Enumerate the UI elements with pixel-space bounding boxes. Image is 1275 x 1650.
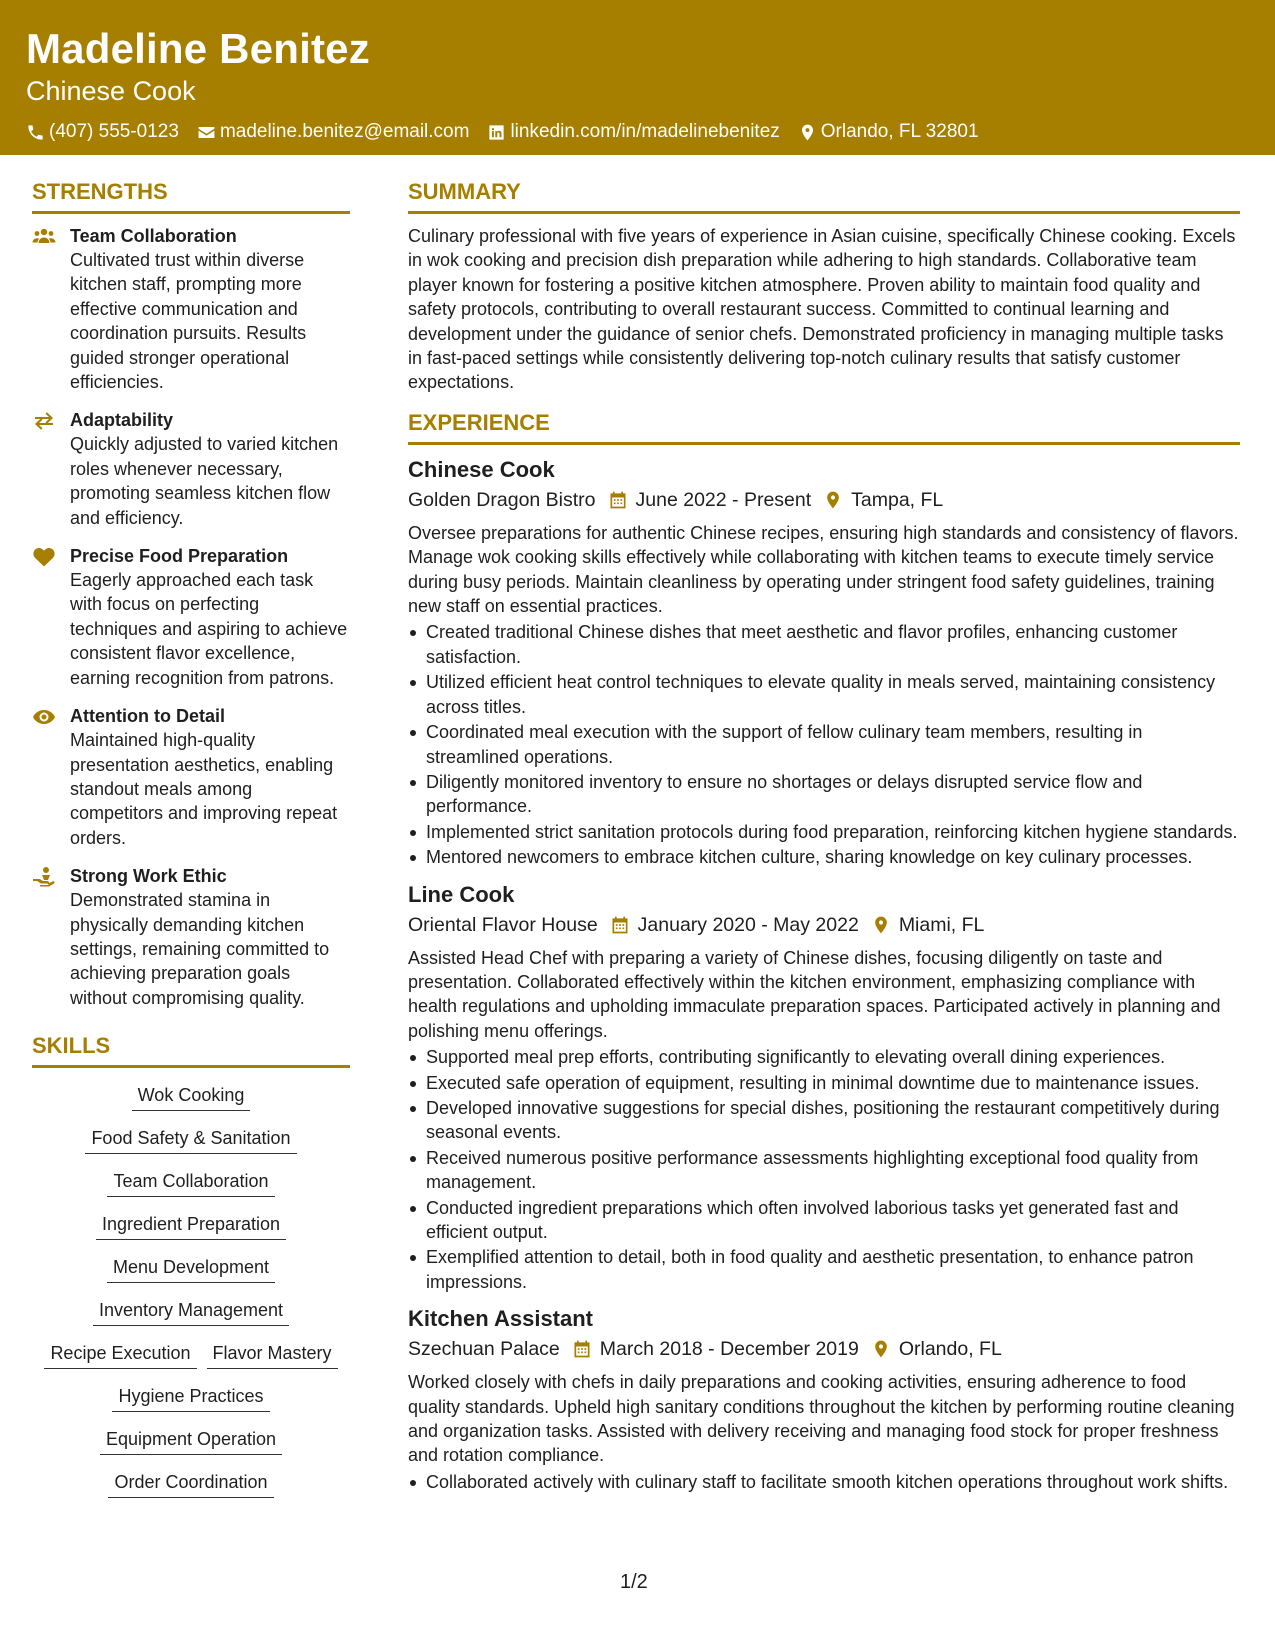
- job-bullets: [408, 620, 1240, 869]
- skill-tag: Equipment Operation: [100, 1426, 282, 1455]
- list-item: Supported meal prep efforts, contributing significantly to elevating overall dining experiences.: [408, 1045, 1240, 1069]
- map-pin-icon: [871, 915, 891, 935]
- job-title: Line Cook: [408, 881, 515, 907]
- list-item: Conducted ingredient preparations which often involved laborious tasks yet generated fast and efficient output.: [408, 1196, 1240, 1245]
- job-description: Worked closely with chefs in daily preparations and cooking activities, ensuring adherence to food quality standards. Upheld high sanitary conditions throughout the kitchen by performing routine cleaning and organization tasks. Assisted with delivery receiving and managing food stock for proper freshness and rotation compliance.: [408, 1372, 1235, 1466]
- strength-desc: Eagerly approached each task with focus on perfecting techniques and aspiring to achieve consistent flavor excellence, earning recognition from patrons.: [70, 570, 348, 688]
- job-bullets: [408, 1045, 1240, 1294]
- strength-title: Adaptability: [70, 410, 174, 431]
- list-item: Coordinated meal execution with the support of fellow culinary team members, resulting in streamlined operations.: [408, 720, 1240, 769]
- calendar-icon: [610, 915, 630, 935]
- list-item: Collaborated actively with culinary staff to facilitate smooth kitchen operations throughout work shifts.: [408, 1470, 1240, 1494]
- email-text[interactable]: madeline.benitez@email.com: [219, 121, 470, 142]
- skill-tag: Menu Development: [107, 1254, 275, 1283]
- skills-list: [32, 1078, 350, 1512]
- strength-item: [32, 704, 350, 850]
- map-pin-icon: [871, 1339, 891, 1359]
- linkedin-text[interactable]: linkedin.com/in/madelinebenitez: [510, 121, 780, 142]
- job-description: Assisted Head Chef with preparing a variety of Chinese dishes, focusing diligently on taste and presentation. Collaborated effectively within the kitchen environment, emphasizing compliance with health regulations and upholding immaculate preparation spaces. Participated actively in planning and polishing menu offerings.: [408, 947, 1221, 1041]
- skill-tag: Recipe Execution: [44, 1340, 196, 1369]
- location-text: Orlando, FL 32801: [820, 121, 979, 142]
- strength-item: [32, 544, 350, 690]
- map-pin-icon: [823, 490, 843, 510]
- list-item: Received numerous positive performance assessments highlighting exceptional food quality from management.: [408, 1146, 1240, 1195]
- skill-tag: Food Safety & Sanitation: [85, 1125, 296, 1154]
- contact-location: [798, 120, 979, 144]
- job-location: Miami, FL: [898, 913, 985, 936]
- right-column: [408, 178, 1240, 1504]
- contact-bar: [26, 120, 1249, 144]
- strengths-heading: STRENGTHS: [32, 178, 350, 214]
- skill-tag: Hygiene Practices: [112, 1383, 269, 1412]
- strength-desc: Demonstrated stamina in physically demanding kitchen settings, remaining committed to achieving preparation goals without compromising quality.: [70, 890, 330, 1008]
- contact-phone: [26, 120, 179, 144]
- resume-header: [0, 0, 1275, 155]
- experience-heading: EXPERIENCE: [408, 409, 1240, 445]
- job-bullets: [408, 1470, 1240, 1494]
- skill-tag: Inventory Management: [93, 1297, 289, 1326]
- job-title: Kitchen Assistant: [408, 1306, 594, 1332]
- job-entry: [408, 880, 1240, 1295]
- linkedin-icon: [487, 123, 506, 142]
- calendar-icon: [572, 1339, 592, 1359]
- phone-icon: [26, 123, 45, 142]
- summary-text: Culinary professional with five years of experience in Asian cuisine, specifically Chinese cooking. Excels in wok cooking and precision dish preparation while adhering to high standards. Collaborative team player known for fostering a positive kitchen atmosphere. Proven ability to maintain food quality and safety protocols, contributing to overall restaurant success. Committed to continual learning and development under the guidance of senior chefs. Demonstrated proficiency in managing multiple tasks in fast-paced settings while consistently delivering top-notch culinary results that satisfy customer expectations.: [408, 226, 1236, 393]
- page-number: 1/2: [620, 1571, 648, 1593]
- arrows-exchange-icon: [32, 410, 56, 432]
- job-location: Orlando, FL: [898, 1338, 1002, 1361]
- list-item: Mentored newcomers to embrace kitchen culture, sharing knowledge on key culinary processes.: [408, 845, 1240, 869]
- list-item: Executed safe operation of equipment, resulting in minimal downtime due to maintenance issues.: [408, 1071, 1240, 1095]
- job-dates: June 2022 - Present: [635, 488, 812, 511]
- contact-email[interactable]: [197, 120, 470, 144]
- company-name: Oriental Flavor House: [408, 913, 598, 936]
- job-dates: March 2018 - December 2019: [599, 1338, 859, 1361]
- envelope-icon: [197, 123, 216, 142]
- skill-tag: Flavor Mastery: [207, 1340, 338, 1369]
- candidate-name: Madeline Benitez: [26, 25, 370, 72]
- company-name: Szechuan Palace: [408, 1338, 560, 1361]
- strength-desc: Cultivated trust within diverse kitchen staff, prompting more effective communication and coordination pursuits. Results guided stronger operational efficiencies.: [70, 250, 307, 393]
- eye-icon: [32, 706, 56, 728]
- left-column: [32, 178, 350, 1512]
- skill-tag: Wok Cooking: [132, 1082, 251, 1111]
- skills-heading: SKILLS: [32, 1032, 350, 1068]
- list-item: Utilized efficient heat control techniques to elevate quality in meals served, maintaining consistency across titles.: [408, 670, 1240, 719]
- skill-tag: Ingredient Preparation: [96, 1211, 286, 1240]
- skill-tag: Team Collaboration: [107, 1168, 274, 1197]
- skills-section: [32, 1032, 350, 1512]
- strength-item: [32, 408, 350, 530]
- job-meta: [408, 485, 1240, 515]
- list-item: Developed innovative suggestions for special dishes, positioning the restaurant competitively during seasonal events.: [408, 1096, 1240, 1145]
- strength-title: Strong Work Ethic: [70, 866, 227, 887]
- hand-holding-icon: [32, 866, 56, 888]
- calendar-icon: [608, 490, 628, 510]
- strength-item: [32, 864, 350, 1010]
- list-item: Implemented strict sanitation protocols during food preparation, reinforcing kitchen hygiene standards.: [408, 820, 1240, 844]
- job-title: Chinese Cook: [408, 456, 555, 482]
- company-name: Golden Dragon Bistro: [408, 488, 596, 511]
- job-dates: January 2020 - May 2022: [637, 913, 859, 936]
- job-location: Tampa, FL: [851, 488, 944, 511]
- skill-tag: Order Coordination: [108, 1469, 273, 1498]
- job-description: Oversee preparations for authentic Chinese recipes, ensuring high standards and consistency of flavors. Manage wok cooking skills effectively while collaborating with kitchen teams to execute timely service during busy periods. Maintain cleanliness by operating under stringent food safety guidelines, training new staff on essential practices.: [408, 522, 1239, 617]
- map-pin-icon: [798, 123, 817, 142]
- job-meta: [408, 1334, 1240, 1364]
- heart-icon: [32, 546, 56, 568]
- list-item: Created traditional Chinese dishes that meet aesthetic and flavor profiles, enhancing customer satisfaction.: [408, 620, 1240, 669]
- list-item: Exemplified attention to detail, both in food quality and aesthetic presentation, to enhance patron impressions.: [408, 1245, 1240, 1294]
- strength-desc: Maintained high-quality presentation aesthetics, enabling standout meals among competitors and improving repeat orders.: [70, 730, 338, 848]
- strength-item: [32, 224, 350, 394]
- strength-desc: Quickly adjusted to varied kitchen roles whenever necessary, promoting seamless kitchen flow and efficiency.: [70, 434, 339, 528]
- strength-title: Precise Food Preparation: [70, 546, 289, 567]
- job-entry: [408, 1304, 1240, 1494]
- job-entry: [408, 455, 1240, 870]
- strength-title: Attention to Detail: [70, 706, 225, 727]
- strength-title: Team Collaboration: [70, 226, 237, 246]
- users-icon: [32, 226, 56, 248]
- job-meta: [408, 910, 1240, 940]
- contact-linkedin[interactable]: [487, 120, 779, 144]
- list-item: Diligently monitored inventory to ensure no shortages or delays disrupted service flow and performance.: [408, 770, 1240, 819]
- candidate-title: Chinese Cook: [26, 76, 196, 106]
- summary-heading: SUMMARY: [408, 178, 1240, 214]
- phone-text: (407) 555-0123: [49, 121, 179, 142]
